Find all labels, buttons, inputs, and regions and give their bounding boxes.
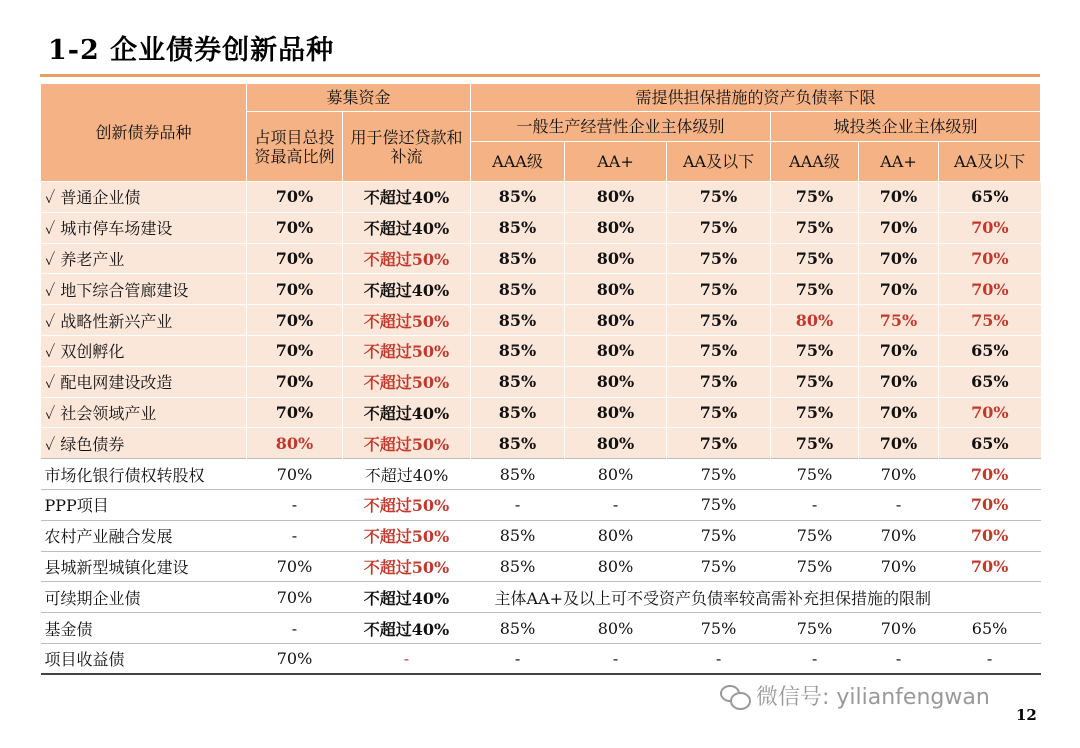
table-row [41, 551, 1041, 582]
header-max-project-ratio: 占项目总投资最高比例 [247, 112, 343, 182]
cell-max-project-ratio: 80% [247, 428, 343, 459]
cell-max-project-ratio: 70% [247, 274, 343, 305]
bond-variety-name: ✓ 普通企业债 [41, 182, 247, 213]
cell-max-project-ratio: 70% [247, 551, 343, 582]
table-row [41, 182, 1041, 213]
cell-city-aa-below: 70% [939, 397, 1041, 428]
cell-city-aaplus: 70% [859, 366, 939, 397]
cell-max-project-ratio: - [247, 520, 343, 551]
cell-loan-repayment: 不超过40% [343, 397, 471, 428]
table-row [41, 459, 1041, 490]
bond-variety-name: ✓ 地下综合管廊建设 [41, 274, 247, 305]
page-number: 12 [1016, 706, 1037, 724]
cell-general-aaa: 85% [471, 212, 565, 243]
cell-general-aa-below: 75% [667, 243, 771, 274]
cell-max-project-ratio: 70% [247, 212, 343, 243]
bond-variety-name: 基金债 [41, 613, 247, 644]
cell-general-aaa: 85% [471, 243, 565, 274]
cell-max-project-ratio: 70% [247, 366, 343, 397]
header-loan-repayment: 用于偿还贷款和补流 [343, 112, 471, 182]
bond-variety-name: ✓ 绿色债券 [41, 428, 247, 459]
table-row [41, 274, 1041, 305]
cell-loan-repayment: 不超过40% [343, 582, 471, 613]
bond-variety-name: ✓ 配电网建设改造 [41, 366, 247, 397]
cell-loan-repayment: 不超过50% [343, 428, 471, 459]
cell-city-aaa: 75% [771, 428, 859, 459]
cell-max-project-ratio: 70% [247, 335, 343, 366]
cell-city-aaa: - [771, 643, 859, 674]
cell-city-aaplus: 70% [859, 613, 939, 644]
table-row [41, 243, 1041, 274]
watermark-text: 微信号: yilianfengwan [756, 685, 990, 710]
bond-variety-name: 项目收益债 [41, 643, 247, 674]
cell-city-aa-below: 70% [939, 243, 1041, 274]
cell-general-aaplus: 80% [565, 366, 667, 397]
cell-loan-repayment: - [343, 643, 471, 674]
watermark [720, 680, 990, 711]
cell-max-project-ratio: 70% [247, 182, 343, 213]
table-body [41, 182, 1041, 675]
cell-city-aaplus: 70% [859, 274, 939, 305]
cell-general-aaplus: 80% [565, 520, 667, 551]
cell-max-project-ratio: 70% [247, 643, 343, 674]
title-divider [40, 74, 1040, 77]
cell-loan-repayment: 不超过40% [343, 613, 471, 644]
cell-loan-repayment: 不超过50% [343, 335, 471, 366]
header-debt-ratio-limit: 需提供担保措施的资产负债率下限 [471, 84, 1041, 112]
cell-general-aa-below: 75% [667, 428, 771, 459]
cell-general-aaplus: 80% [565, 459, 667, 490]
cell-max-project-ratio: 70% [247, 397, 343, 428]
cell-city-aa-below: 70% [939, 212, 1041, 243]
table-row [41, 582, 1041, 613]
cell-general-aa-below: 75% [667, 613, 771, 644]
bond-variety-name: 市场化银行债权转股权 [41, 459, 247, 490]
header-rating-city-aaplus: AA+ [859, 142, 939, 182]
cell-city-aaplus: 70% [859, 212, 939, 243]
cell-loan-repayment: 不超过50% [343, 243, 471, 274]
bond-variety-name: 县城新型城镇化建设 [41, 551, 247, 582]
cell-city-aaa: 75% [771, 274, 859, 305]
bond-variety-name: ✓ 双创孵化 [41, 335, 247, 366]
table-row [41, 613, 1041, 644]
bond-variety-name: ✓ 养老产业 [41, 243, 247, 274]
wechat-icon [720, 683, 750, 709]
cell-general-aa-below: 75% [667, 335, 771, 366]
cell-city-aaplus: 70% [859, 520, 939, 551]
cell-general-aaa: 85% [471, 459, 565, 490]
page-title: 1-2 企业债券创新品种 [48, 35, 335, 66]
cell-city-aaplus: 70% [859, 243, 939, 274]
cell-city-aa-below: 65% [939, 613, 1041, 644]
cell-loan-repayment: 不超过50% [343, 305, 471, 336]
cell-city-aaa: - [771, 489, 859, 520]
cell-city-aa-below: 70% [939, 520, 1041, 551]
cell-general-aaplus: 80% [565, 182, 667, 213]
cell-city-aaa: 75% [771, 182, 859, 213]
cell-general-aaa: 85% [471, 305, 565, 336]
cell-city-aaa: 75% [771, 335, 859, 366]
table-row [41, 397, 1041, 428]
cell-city-aaplus: 70% [859, 335, 939, 366]
cell-max-project-ratio: - [247, 613, 343, 644]
cell-max-project-ratio: 70% [247, 305, 343, 336]
header-general-enterprise: 一般生产经营性企业主体级别 [471, 112, 771, 142]
cell-loan-repayment: 不超过40% [343, 212, 471, 243]
cell-general-aaplus: - [565, 489, 667, 520]
cell-loan-repayment: 不超过40% [343, 459, 471, 490]
cell-general-aaplus: 80% [565, 243, 667, 274]
cell-general-aaa: 85% [471, 428, 565, 459]
cell-general-aaplus: - [565, 643, 667, 674]
cell-city-aaa: 75% [771, 366, 859, 397]
cell-city-aaa: 75% [771, 551, 859, 582]
cell-city-aa-below: 70% [939, 489, 1041, 520]
cell-city-aaa: 75% [771, 243, 859, 274]
cell-city-aaa: 75% [771, 613, 859, 644]
cell-general-aa-below: 75% [667, 397, 771, 428]
bond-variety-name: ✓ 战略性新兴产业 [41, 305, 247, 336]
cell-city-aaa: 75% [771, 397, 859, 428]
cell-city-aaa: 80% [771, 305, 859, 336]
header-rating-general-aaa: AAA级 [471, 142, 565, 182]
cell-general-aaplus: 80% [565, 274, 667, 305]
cell-loan-repayment: 不超过50% [343, 489, 471, 520]
cell-city-aa-below: 70% [939, 551, 1041, 582]
cell-city-aaa: 75% [771, 459, 859, 490]
cell-general-aaa: - [471, 643, 565, 674]
cell-general-aaa: 85% [471, 274, 565, 305]
table-row [41, 489, 1041, 520]
cell-city-aaplus: 70% [859, 182, 939, 213]
cell-general-aaa: - [471, 489, 565, 520]
header-rating-general-aa-below: AA及以下 [667, 142, 771, 182]
cell-city-aa-below: - [939, 643, 1041, 674]
bond-variety-name: ✓ 社会领域产业 [41, 397, 247, 428]
cell-general-aaa: 85% [471, 613, 565, 644]
cell-general-aa-below: 75% [667, 366, 771, 397]
cell-general-aaplus: 80% [565, 212, 667, 243]
cell-general-aa-below: 75% [667, 212, 771, 243]
header-rating-general-aaplus: AA+ [565, 142, 667, 182]
cell-city-aaplus: - [859, 489, 939, 520]
cell-city-aaplus: 70% [859, 551, 939, 582]
bond-variety-table [40, 83, 1041, 675]
cell-loan-repayment: 不超过50% [343, 520, 471, 551]
cell-city-aaplus: - [859, 643, 939, 674]
cell-general-aaplus: 80% [565, 397, 667, 428]
cell-max-project-ratio: 70% [247, 459, 343, 490]
cell-general-aaa: 85% [471, 182, 565, 213]
header-city-investment: 城投类企业主体级别 [771, 112, 1041, 142]
cell-general-aaa: 85% [471, 366, 565, 397]
cell-general-aa-below: 75% [667, 520, 771, 551]
header-rating-city-aaa: AAA级 [771, 142, 859, 182]
cell-city-aa-below: 75% [939, 305, 1041, 336]
table-row [41, 335, 1041, 366]
table-row [41, 366, 1041, 397]
cell-general-aa-below: 75% [667, 489, 771, 520]
cell-max-project-ratio: - [247, 489, 343, 520]
cell-city-aa-below: 65% [939, 428, 1041, 459]
table-row [41, 643, 1041, 674]
cell-city-aa-below: 65% [939, 366, 1041, 397]
table-row [41, 428, 1041, 459]
bond-variety-name: 农村产业融合发展 [41, 520, 247, 551]
cell-loan-repayment: 不超过40% [343, 274, 471, 305]
cell-city-aa-below: 65% [939, 335, 1041, 366]
cell-city-aa-below: 70% [939, 459, 1041, 490]
header-rating-city-aa-below: AA及以下 [939, 142, 1041, 182]
cell-loan-repayment: 不超过50% [343, 551, 471, 582]
cell-loan-repayment: 不超过50% [343, 366, 471, 397]
bond-variety-name: PPP项目 [41, 489, 247, 520]
cell-general-aaplus: 80% [565, 613, 667, 644]
cell-city-aaplus: 75% [859, 305, 939, 336]
cell-max-project-ratio: 70% [247, 243, 343, 274]
cell-general-aaa: 85% [471, 335, 565, 366]
cell-general-aa-below: 75% [667, 459, 771, 490]
cell-city-aaa: 75% [771, 212, 859, 243]
cell-city-aa-below: 70% [939, 274, 1041, 305]
cell-general-aaa: 85% [471, 551, 565, 582]
cell-city-aaplus: 70% [859, 397, 939, 428]
table-row [41, 212, 1041, 243]
cell-city-aaplus: 70% [859, 459, 939, 490]
table-row [41, 305, 1041, 336]
cell-city-aaa: 75% [771, 520, 859, 551]
cell-general-aaplus: 80% [565, 335, 667, 366]
cell-general-aaa: 85% [471, 520, 565, 551]
cell-general-aa-below: 75% [667, 305, 771, 336]
cell-loan-repayment: 不超过40% [343, 182, 471, 213]
cell-general-aa-below: - [667, 643, 771, 674]
cell-general-aa-below: 75% [667, 182, 771, 213]
cell-general-aaa: 85% [471, 397, 565, 428]
header-raised-funds: 募集资金 [247, 84, 471, 112]
cell-city-aaplus: 70% [859, 428, 939, 459]
cell-merged-note: 主体AA+及以上可不受资产负债率较高需补充担保措施的限制 [471, 582, 1041, 613]
cell-general-aaplus: 80% [565, 551, 667, 582]
cell-general-aa-below: 75% [667, 274, 771, 305]
cell-city-aa-below: 65% [939, 182, 1041, 213]
cell-max-project-ratio: 70% [247, 582, 343, 613]
table-row [41, 520, 1041, 551]
bond-variety-name: ✓ 城市停车场建设 [41, 212, 247, 243]
cell-general-aa-below: 75% [667, 551, 771, 582]
cell-general-aaplus: 80% [565, 305, 667, 336]
header-bond-variety: 创新债券品种 [41, 84, 247, 182]
bond-variety-name: 可续期企业债 [41, 582, 247, 613]
cell-general-aaplus: 80% [565, 428, 667, 459]
